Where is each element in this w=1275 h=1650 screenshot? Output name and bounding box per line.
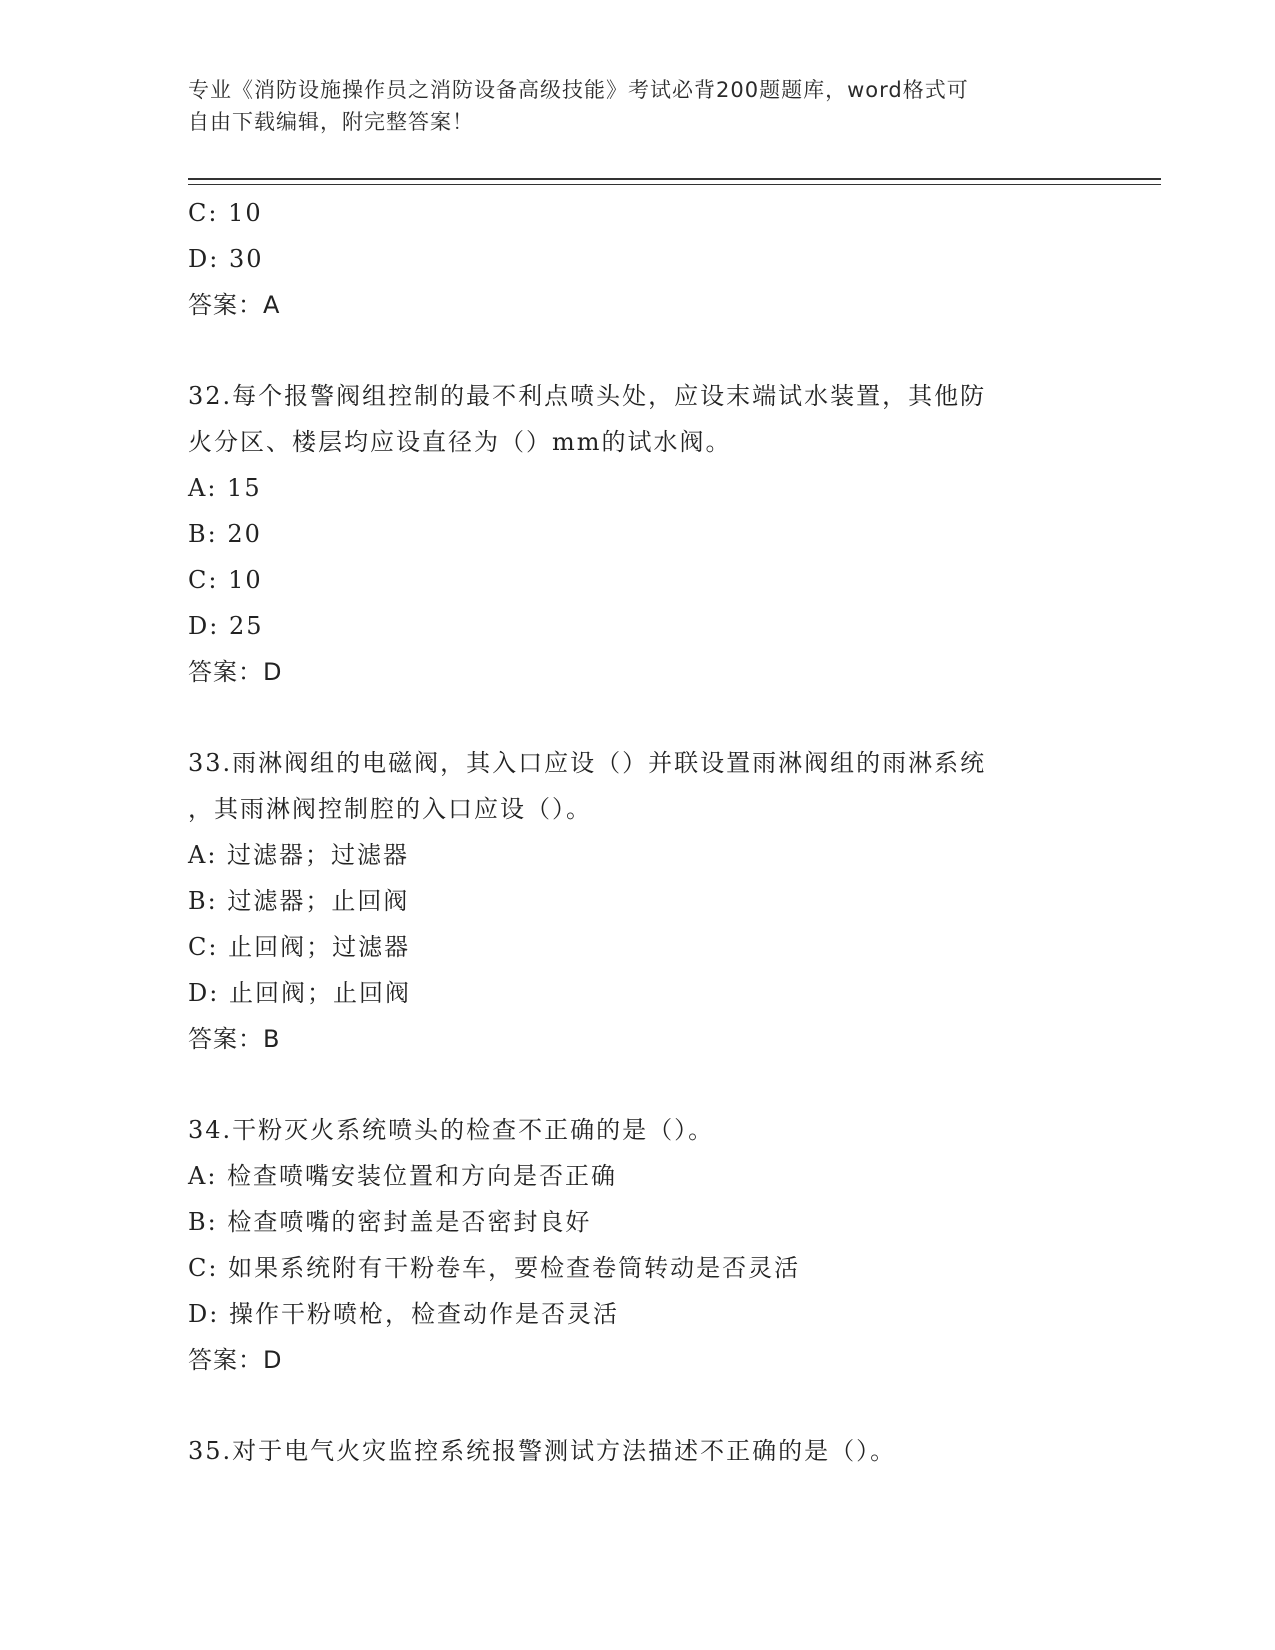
question-text: 32.每个报警阀组控制的最不利点喷头处，应设末端试水装置，其他防 — [188, 382, 987, 410]
answer-line: 答案：B — [188, 1025, 281, 1053]
option-c: C: 止回阀；过滤器 — [188, 933, 411, 961]
question-34 — [188, 1107, 1088, 1383]
previous-question-tail — [188, 190, 1088, 328]
option-d: D: 30 — [188, 245, 264, 273]
header-line-1: 专业《消防设施操作员之消防设备高级技能》考试必背200题题库，word格式可 — [188, 78, 969, 102]
document-body — [188, 190, 1088, 1474]
header-divider — [188, 178, 1161, 185]
question-text: 34.干粉灭火系统喷头的检查不正确的是（）。 — [188, 1116, 715, 1144]
option-a: A: 过滤器；过滤器 — [188, 841, 410, 869]
answer-line: 答案：D — [188, 1346, 283, 1374]
option-a: A: 15 — [188, 474, 262, 502]
spacer — [188, 328, 1088, 373]
spacer — [188, 1062, 1088, 1107]
header-line-2: 自由下载编辑，附完整答案！ — [188, 110, 474, 134]
option-b: B: 20 — [188, 520, 262, 548]
answer-line: 答案：A — [188, 291, 281, 319]
option-d: D: 25 — [188, 612, 264, 640]
option-c: C: 如果系统附有干粉卷车，要检查卷筒转动是否灵活 — [188, 1254, 801, 1282]
option-a: A: 检查喷嘴安装位置和方向是否正确 — [188, 1162, 618, 1190]
option-d: D: 操作干粉喷枪，检查动作是否灵活 — [188, 1300, 619, 1328]
answer-line: 答案：D — [188, 658, 283, 686]
page-header — [188, 74, 1088, 138]
spacer — [188, 695, 1088, 740]
option-d: D: 止回阀；止回阀 — [188, 979, 411, 1007]
option-b: B: 过滤器；止回阀 — [188, 887, 410, 915]
question-33 — [188, 740, 1088, 1062]
question-35 — [188, 1428, 1088, 1474]
option-c: C: 10 — [188, 566, 263, 594]
question-text: 火分区、楼层均应设直径为（）mm的试水阀。 — [188, 428, 732, 456]
question-text: 33.雨淋阀组的电磁阀，其入口应设（）并联设置雨淋阀组的雨淋系统 — [188, 749, 987, 777]
option-b: B: 检查喷嘴的密封盖是否密封良好 — [188, 1208, 592, 1236]
spacer — [188, 1383, 1088, 1428]
question-text: ，其雨淋阀控制腔的入口应设（）。 — [188, 795, 592, 823]
option-c: C: 10 — [188, 199, 263, 227]
question-text: 35.对于电气火灾监控系统报警测试方法描述不正确的是（）。 — [188, 1437, 897, 1465]
question-32 — [188, 373, 1088, 695]
